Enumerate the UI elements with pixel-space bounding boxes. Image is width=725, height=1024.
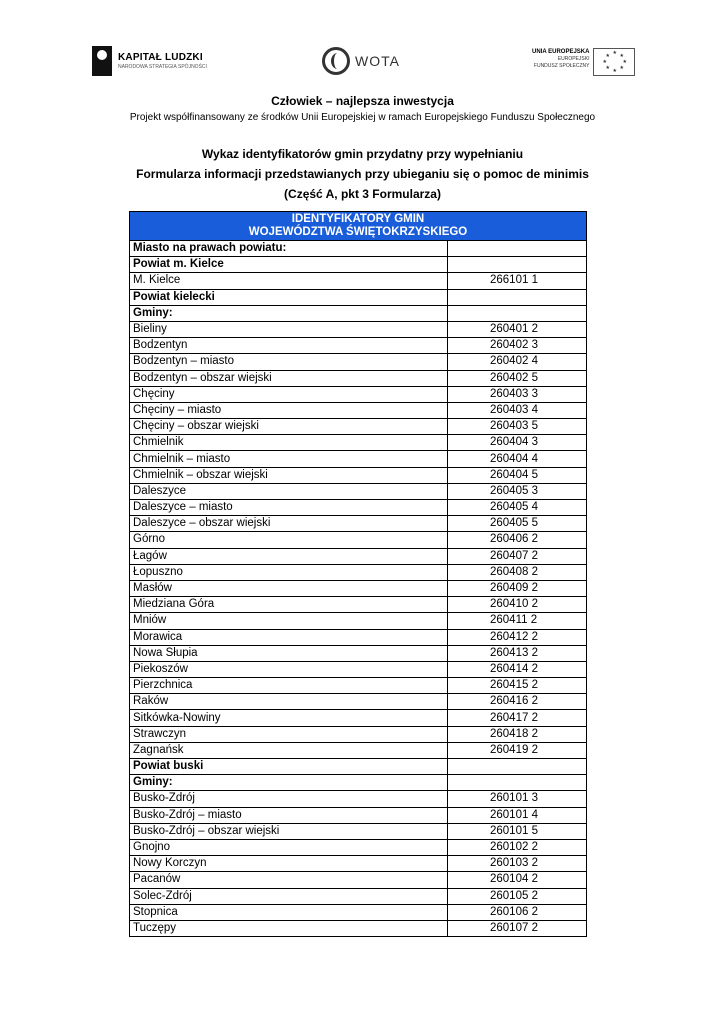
municipality-code	[448, 257, 587, 273]
table-row	[130, 289, 587, 305]
kapital-ludzki-subtitle: NARODOWA STRATEGIA SPÓJNOŚCI	[118, 63, 207, 70]
table-row	[130, 597, 587, 613]
municipality-code: 260418 2	[448, 726, 587, 742]
municipality-code: 260105 2	[448, 888, 587, 904]
municipality-code	[448, 305, 587, 321]
municipality-name: Busko-Zdrój – miasto	[130, 807, 448, 823]
table-row	[130, 888, 587, 904]
table-header-line-2: WOJEWÓDZTWA ŚWIĘTOKRZYSKIEGO	[248, 226, 468, 238]
municipality-name: Bieliny	[130, 321, 448, 337]
table-header-line-1: IDENTYFIKATORY GMIN	[291, 213, 425, 225]
table-row	[130, 338, 587, 354]
municipality-name: Gminy:	[130, 775, 448, 791]
eu-flag-icon: ★ ★ ★ ★ ★ ★ ★ ★	[593, 48, 635, 76]
table-row	[130, 257, 587, 273]
municipality-name: Piekoszów	[130, 661, 448, 677]
kapital-ludzki-title: KAPITAŁ LUDZKI	[118, 51, 203, 63]
municipality-name: Pacanów	[130, 872, 448, 888]
table-row	[130, 613, 587, 629]
municipality-name: Daleszyce – miasto	[130, 500, 448, 516]
municipality-name: Solec-Zdrój	[130, 888, 448, 904]
municipality-code: 260415 2	[448, 678, 587, 694]
municipality-name: Daleszyce – obszar wiejski	[130, 516, 448, 532]
municipality-code: 260405 5	[448, 516, 587, 532]
eu-logo	[532, 48, 635, 76]
municipality-name: Stopnica	[130, 904, 448, 920]
municipality-code	[448, 289, 587, 305]
municipality-name: Miedziana Góra	[130, 597, 448, 613]
municipality-name: Chmielnik – obszar wiejski	[130, 467, 448, 483]
municipality-code: 260419 2	[448, 742, 587, 758]
municipality-name: Tuczępy	[130, 920, 448, 936]
table-row	[130, 791, 587, 807]
table-row	[130, 629, 587, 645]
table-row	[130, 872, 587, 888]
table-row	[130, 548, 587, 564]
eu-line1: UNIA EUROPEJSKA	[532, 49, 590, 55]
kapital-ludzki-icon	[92, 46, 112, 76]
table-row	[130, 241, 587, 257]
table-row	[130, 759, 587, 775]
table-row	[130, 839, 587, 855]
table-row	[130, 742, 587, 758]
municipality-code	[448, 759, 587, 775]
municipality-name: Chęciny – obszar wiejski	[130, 419, 448, 435]
municipality-name: Busko-Zdrój – obszar wiejski	[130, 823, 448, 839]
municipality-name: Pierzchnica	[130, 678, 448, 694]
municipality-code: 260412 2	[448, 629, 587, 645]
table-row	[130, 532, 587, 548]
table-row	[130, 321, 587, 337]
municipality-code: 260107 2	[448, 920, 587, 936]
municipality-code: 260402 3	[448, 338, 587, 354]
title-line-3: (Część A, pkt 3 Formularza)	[284, 187, 441, 201]
municipality-code: 260104 2	[448, 872, 587, 888]
municipality-code: 260404 5	[448, 467, 587, 483]
table-row	[130, 856, 587, 872]
kapital-ludzki-logo	[92, 46, 207, 76]
municipality-code: 260416 2	[448, 694, 587, 710]
municipality-code: 260406 2	[448, 532, 587, 548]
municipality-name: Zagnańsk	[130, 742, 448, 758]
table-row	[130, 580, 587, 596]
table-row	[130, 419, 587, 435]
table-row	[130, 645, 587, 661]
municipality-code: 260106 2	[448, 904, 587, 920]
municipality-code: 260404 4	[448, 451, 587, 467]
municipality-code: 260404 3	[448, 435, 587, 451]
municipality-code: 260414 2	[448, 661, 587, 677]
municipality-name: M. Kielce	[130, 273, 448, 289]
municipality-name: Sitkówka-Nowiny	[130, 710, 448, 726]
table-row	[130, 807, 587, 823]
municipality-name: Łopuszno	[130, 564, 448, 580]
wota-icon	[322, 47, 350, 75]
municipality-code: 260413 2	[448, 645, 587, 661]
municipality-name: Powiat kielecki	[130, 289, 448, 305]
municipality-name: Powiat m. Kielce	[130, 257, 448, 273]
municipality-code: 260402 4	[448, 354, 587, 370]
table-row	[130, 904, 587, 920]
municipality-name: Mniów	[130, 613, 448, 629]
municipality-code: 260103 2	[448, 856, 587, 872]
municipality-code: 260101 4	[448, 807, 587, 823]
municipality-code: 260403 5	[448, 419, 587, 435]
municipality-code	[448, 241, 587, 257]
table-row	[130, 823, 587, 839]
table-row	[130, 678, 587, 694]
municipality-name: Bodzentyn	[130, 338, 448, 354]
table-row	[130, 694, 587, 710]
municipality-name: Chmielnik – miasto	[130, 451, 448, 467]
municipality-name: Daleszyce	[130, 483, 448, 499]
municipality-code: 260403 3	[448, 386, 587, 402]
municipality-code: 266101 1	[448, 273, 587, 289]
table-row	[130, 920, 587, 936]
table-row	[130, 710, 587, 726]
title-line-1: Wykaz identyfikatorów gmin przydatny przy wypełnianiu	[201, 147, 524, 161]
municipality-code: 260405 3	[448, 483, 587, 499]
table-row	[130, 305, 587, 321]
municipality-name: Strawczyn	[130, 726, 448, 742]
municipality-name: Łagów	[130, 548, 448, 564]
table-row	[130, 564, 587, 580]
municipality-code: 260407 2	[448, 548, 587, 564]
municipality-code: 260402 5	[448, 370, 587, 386]
municipality-code: 260409 2	[448, 580, 587, 596]
table-header-row	[130, 212, 587, 241]
municipality-name: Powiat buski	[130, 759, 448, 775]
municipality-name: Chęciny	[130, 386, 448, 402]
document-title	[0, 144, 725, 204]
table-header	[130, 212, 587, 241]
municipality-name: Morawica	[130, 629, 448, 645]
identifiers-table	[129, 211, 587, 937]
municipality-code: 260405 4	[448, 500, 587, 516]
municipality-name: Bodzentyn – obszar wiejski	[130, 370, 448, 386]
table-row	[130, 435, 587, 451]
table-row	[130, 370, 587, 386]
table-row	[130, 661, 587, 677]
wota-logo	[322, 47, 400, 75]
municipality-name: Bodzentyn – miasto	[130, 354, 448, 370]
municipality-name: Górno	[130, 532, 448, 548]
municipality-name: Gnojno	[130, 839, 448, 855]
table-row	[130, 775, 587, 791]
municipality-name: Masłów	[130, 580, 448, 596]
municipality-code	[448, 775, 587, 791]
municipality-name: Nowa Słupia	[130, 645, 448, 661]
slogan: Człowiek – najlepsza inwestycja	[271, 94, 454, 108]
municipality-name: Nowy Korczyn	[130, 856, 448, 872]
table-row	[130, 500, 587, 516]
title-line-2: Formularza informacji przedstawianych przy ubieganiu się o pomoc de minimis	[136, 167, 589, 181]
table-row	[130, 726, 587, 742]
table-row	[130, 451, 587, 467]
project-note: Projekt współfinansowany ze środków Unii Europejskiej w ramach Europejskiego Funduszu Społecznego	[129, 112, 596, 123]
wota-name: WOTA	[355, 53, 400, 69]
table-row	[130, 402, 587, 418]
municipality-name: Miasto na prawach powiatu:	[130, 241, 448, 257]
municipality-name: Gminy:	[130, 305, 448, 321]
logo-bar	[0, 44, 725, 84]
table-row	[130, 386, 587, 402]
municipality-name: Busko-Zdrój	[130, 791, 448, 807]
table-row	[130, 467, 587, 483]
municipality-code: 260403 4	[448, 402, 587, 418]
municipality-code: 260408 2	[448, 564, 587, 580]
municipality-name: Chęciny – miasto	[130, 402, 448, 418]
table-row	[130, 273, 587, 289]
municipality-code: 260102 2	[448, 839, 587, 855]
municipality-code: 260417 2	[448, 710, 587, 726]
municipality-name: Chmielnik	[130, 435, 448, 451]
municipality-code: 260101 3	[448, 791, 587, 807]
eu-line3: FUNDUSZ SPOŁECZNY	[533, 63, 590, 70]
municipality-code: 260101 5	[448, 823, 587, 839]
eu-line2: EUROPEJSKI	[557, 56, 590, 63]
table-row	[130, 516, 587, 532]
table-row	[130, 354, 587, 370]
municipality-code: 260410 2	[448, 597, 587, 613]
municipality-name: Raków	[130, 694, 448, 710]
municipality-code: 260401 2	[448, 321, 587, 337]
table-row	[130, 483, 587, 499]
municipality-code: 260411 2	[448, 613, 587, 629]
